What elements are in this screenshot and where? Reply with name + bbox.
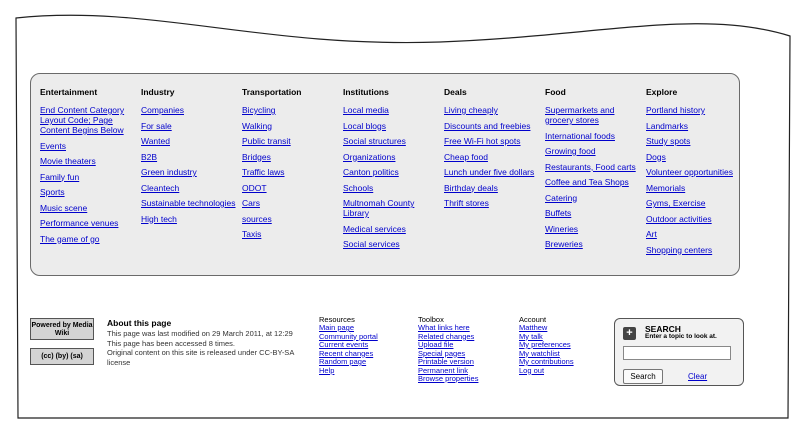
resources-item [319,367,409,376]
account-link[interactable]: My contributions [519,357,574,366]
nav-list-item [545,131,641,141]
nav-list-item [141,167,237,177]
nav-list-item [343,183,439,193]
nav-link[interactable]: Supermarkets and grocery stores [545,105,615,125]
nav-link[interactable]: Portland history [646,105,706,115]
nav-link[interactable]: Family fun [40,171,80,182]
search-button[interactable]: Search [623,369,663,384]
about-section [107,318,297,367]
nav-list-item [40,203,136,213]
nav-column-heading: Industry [141,87,175,97]
nav-link[interactable]: Living cheaply [444,105,498,115]
search-input[interactable] [623,346,731,360]
resources-link[interactable]: Current events [319,340,369,349]
nav-link-list [646,105,742,255]
resources-link[interactable]: Help [319,365,335,375]
search-subtitle: Enter a topic to look at. [645,333,717,340]
nav-list-item [545,146,641,156]
nav-list-item [40,105,136,135]
last-modified-text: This page was last modified on 29 March 2011, at 12:29 [107,329,293,338]
nav-link[interactable]: Wanted [141,136,170,146]
toolbox-title: Toolbox [418,315,444,324]
nav-link[interactable]: Multnomah County Library [343,198,415,218]
nav-list-item [646,121,742,131]
toolbox-section [418,315,508,384]
nav-list-item [40,187,136,197]
account-link[interactable]: My talk [519,331,543,341]
nav-list-item [242,152,338,162]
nav-link[interactable]: Free Wi-Fi hot spots [444,136,521,146]
nav-column-food [545,87,641,255]
nav-list-item [343,198,439,218]
nav-list-item [242,183,338,193]
resources-list [319,324,409,375]
toolbox-link[interactable]: Special pages [418,348,466,358]
about-title: About this page [107,318,172,328]
nav-column-heading: Deals [444,87,467,97]
plus-icon[interactable]: + [623,327,636,340]
cc-license-badge[interactable]: (cc) (by) (sa) [30,348,94,365]
resources-link[interactable]: Recent changes [319,348,374,358]
toolbox-item [418,375,508,384]
nav-link-list [444,105,540,208]
resources-section [319,315,409,375]
toolbox-link[interactable]: Permanent link [418,365,469,375]
nav-list-item [242,105,338,115]
nav-link[interactable]: Volunteer opportunities [646,167,733,177]
nav-list-item [242,198,338,208]
nav-list-item [545,162,641,172]
account-link[interactable]: Matthew [519,323,548,332]
nav-column-heading: Explore [646,87,678,97]
nav-list-item [141,198,237,208]
nav-list-item [646,152,742,162]
nav-list-item [141,214,237,224]
nav-list-item [141,105,237,115]
nav-link[interactable]: Art [646,229,657,239]
nav-list-item [242,136,338,146]
toolbox-link[interactable]: Upload file [418,340,454,349]
nav-list-item [646,198,742,208]
nav-link[interactable]: Lunch under five dollars [444,167,535,177]
nav-list-item [444,167,540,177]
account-list [519,324,609,375]
account-link[interactable]: My watchlist [519,348,560,358]
nav-link[interactable]: High tech [141,213,177,224]
nav-list-item [545,177,641,187]
nav-link[interactable]: Performance venues [40,218,119,228]
nav-column-deals [444,87,540,214]
nav-column-industry [141,87,237,229]
nav-link[interactable]: Events [40,140,66,151]
nav-list-item [141,136,237,146]
resources-title: Resources [319,315,355,324]
nav-link[interactable]: Buffets [545,208,572,218]
nav-column-explore [646,87,742,260]
nav-link[interactable]: Social services [343,239,400,249]
nav-list-item [545,105,641,125]
nav-list-item [242,167,338,177]
toolbox-link[interactable]: What links here [418,323,470,332]
nav-link[interactable]: Bridges [242,151,271,162]
nav-link[interactable]: Public transit [242,136,291,146]
nav-list-item [40,141,136,151]
toolbox-link[interactable]: Browse properties [418,374,479,383]
nav-link[interactable]: Landmarks [646,120,689,131]
nav-link-list [141,105,237,224]
nav-link[interactable]: Growing food [545,146,596,156]
nav-link[interactable]: End Content Category Layout Code; Page Content Begins Below [40,105,125,135]
nav-link[interactable]: International foods [545,130,615,141]
nav-link[interactable]: The game of go [40,233,100,244]
nav-column-heading: Entertainment [40,87,98,97]
nav-list-item [343,239,439,249]
nav-link[interactable]: Outdoor activities [646,213,712,224]
nav-list-item [40,156,136,166]
nav-list-item [545,224,641,234]
nav-link[interactable]: Dogs [646,151,666,162]
nav-link[interactable]: Local media [343,105,389,115]
nav-list-item [343,136,439,146]
nav-list-item [646,183,742,193]
nav-list-item [444,183,540,193]
nav-column-institutions [343,87,439,255]
nav-link[interactable]: Sports [40,187,65,197]
nav-link[interactable]: sources [242,213,272,224]
license-text: Original content on this site is released under CC-BY-SA license [107,348,294,367]
toolbox-link[interactable]: Related changes [418,331,475,341]
toolbox-list [418,324,508,384]
nav-link[interactable]: Discounts and freebies [444,120,531,131]
account-section [519,315,609,375]
nav-list-item [646,105,742,115]
clear-link[interactable]: Clear [688,372,708,381]
nav-list-item [646,229,742,239]
nav-list-item [646,214,742,224]
nav-link[interactable]: Birthday deals [444,182,498,193]
nav-link[interactable]: Traffic laws [242,167,285,177]
nav-link[interactable]: B2B [141,151,158,162]
nav-link[interactable]: Memorials [646,182,686,193]
nav-link[interactable]: Study spots [646,136,691,146]
nav-link-list [242,105,338,239]
account-title: Account [519,315,547,324]
account-link[interactable]: My preferences [519,340,571,349]
nav-list-item [343,105,439,115]
nav-link[interactable]: Wineries [545,223,579,234]
nav-column-heading: Transportation [242,87,302,97]
nav-link[interactable]: Sustainable technologies [141,198,236,208]
nav-list-item [646,167,742,177]
nav-list-item [343,121,439,131]
nav-list-item [343,152,439,162]
nav-list-item [444,136,540,146]
nav-link[interactable]: Social structures [343,136,406,146]
nav-link-list [545,105,641,249]
nav-list-item [646,245,742,255]
nav-link[interactable]: Green industry [141,167,197,177]
nav-link[interactable]: Shopping centers [646,244,713,255]
nav-list-item [545,193,641,203]
account-item [519,367,609,376]
nav-link[interactable]: Gyms, Exercise [646,198,706,208]
nav-link[interactable]: Thrift stores [444,198,489,208]
nav-list-item [40,234,136,244]
nav-link-list [343,105,439,249]
nav-list-item [343,167,439,177]
nav-link[interactable]: Cars [242,198,260,208]
nav-link[interactable]: Medical services [343,223,406,234]
nav-link-list [40,105,136,244]
search-title: SEARCH [645,324,681,334]
nav-list-item [40,172,136,182]
nav-list-item [545,239,641,249]
nav-list-item [242,121,338,131]
nav-list-item [242,214,338,224]
nav-column-transportation [242,87,338,245]
nav-link[interactable]: Music scene [40,202,88,213]
nav-link[interactable]: Canton politics [343,167,399,177]
nav-link[interactable]: Cleantech [141,182,180,193]
resources-link[interactable]: Main page [319,323,355,332]
resources-link[interactable]: Random page [319,357,367,366]
nav-list-item [444,121,540,131]
account-link[interactable]: Log out [519,365,545,375]
mediawiki-badge[interactable]: Powered by Media Wiki [30,318,94,340]
nav-link[interactable]: Companies [141,105,184,115]
nav-link[interactable]: Local blogs [343,120,387,131]
nav-column-heading: Institutions [343,87,389,97]
nav-link[interactable]: Walking [242,120,272,131]
nav-column-entertainment [40,87,136,249]
nav-link[interactable]: Coffee and Tea Shops [545,177,629,187]
nav-list-item [444,152,540,162]
nav-list-item [40,218,136,228]
nav-link[interactable]: Restaurants, Food carts [545,161,636,172]
nav-link[interactable]: ODOT [242,182,267,193]
toolbox-link[interactable]: Printable version [418,357,474,366]
nav-list-item [141,152,237,162]
nav-list-item [444,105,540,115]
nav-list-item [343,224,439,234]
resources-link[interactable]: Community portal [319,331,378,341]
nav-list-item [444,198,540,208]
nav-list-item [141,121,237,131]
nav-link[interactable]: Schools [343,182,374,193]
nav-link[interactable]: Taxis [242,229,262,239]
access-count-text: This page has been accessed 8 times. [107,338,235,348]
nav-list-item [242,229,338,239]
nav-list-item [545,208,641,218]
nav-link[interactable]: For sale [141,120,172,131]
nav-list-item [141,183,237,193]
search-box [614,318,744,386]
nav-link[interactable]: Catering [545,192,578,203]
nav-link[interactable]: Bicycling [242,105,276,115]
nav-link[interactable]: Movie theaters [40,156,96,166]
category-nav-panel [30,73,740,276]
nav-link[interactable]: Cheap food [444,151,488,162]
nav-column-heading: Food [545,87,566,97]
nav-link[interactable]: Breweries [545,239,583,249]
nav-list-item [646,136,742,146]
nav-link[interactable]: Organizations [343,151,396,162]
